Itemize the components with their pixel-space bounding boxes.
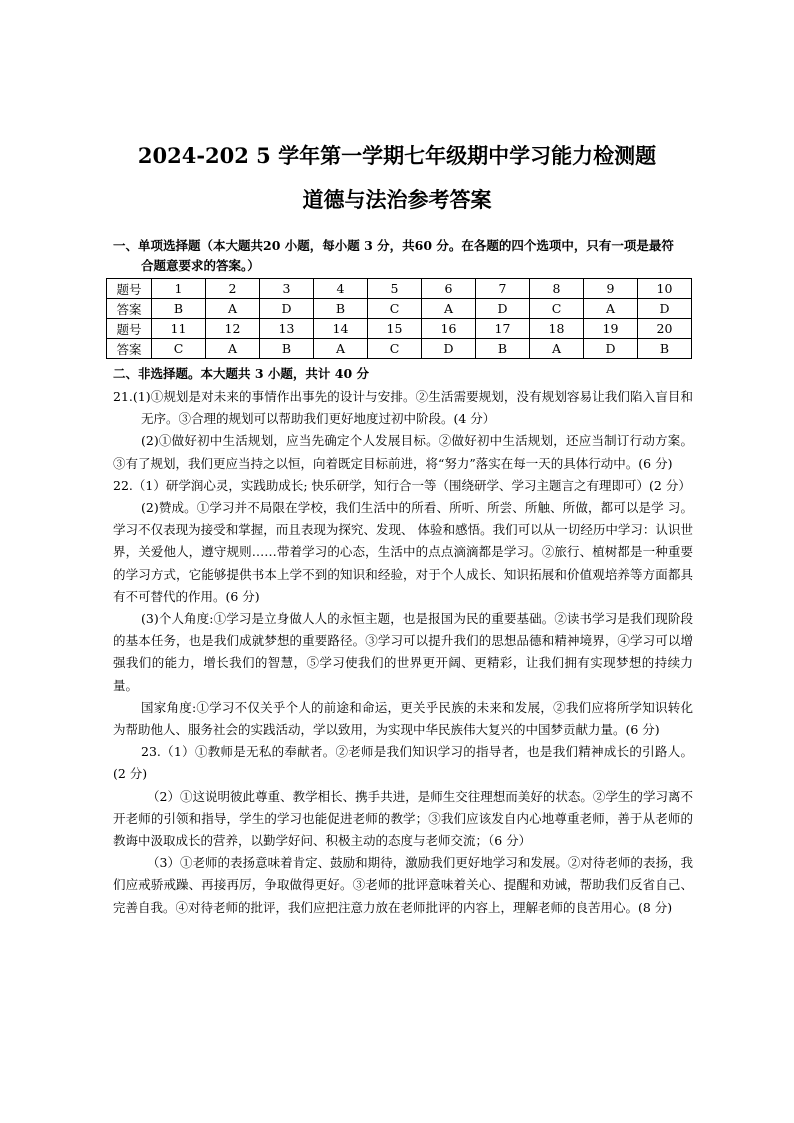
table-cell: A bbox=[422, 299, 476, 319]
table-cell: A bbox=[530, 339, 584, 359]
table-cell: 15 bbox=[368, 319, 422, 339]
table-cell: 3 bbox=[260, 279, 314, 299]
table-cell: D bbox=[476, 299, 530, 319]
page-title: 2024-202 5 学年第一学期七年级期中学习能力检测题 bbox=[137, 143, 657, 168]
section-1-continuation: 合题意要求的答案。） bbox=[141, 258, 260, 273]
table-cell: 6 bbox=[422, 279, 476, 299]
table-cell: D bbox=[422, 339, 476, 359]
table-cell: B bbox=[314, 299, 368, 319]
table-cell: 17 bbox=[476, 319, 530, 339]
table-cell: 18 bbox=[530, 319, 584, 339]
section-1-lead: 一、单项选择题（本大题共20 小题，每小题 3 分，共60 分。在各题的四个选项中，只有一项是最符 bbox=[113, 238, 674, 253]
answer-paragraph: （3）①老师的表扬意味着肯定、鼓励和期待，激励我们更好地学习和发展。②对待老师的表扬，我们应戒骄戒躁、再接再厉，争取做得更好。③老师的批评意味着关心、提醒和劝诫，帮助我们反省自己、完善自我。④对待老师的批评，我们应把注意力放在老师批评的内容上，理解老师的良苦用心。(8 分) bbox=[113, 855, 693, 915]
table-cell: B bbox=[638, 339, 692, 359]
answer-paragraph: (2)赞成。①学习并不局限在学校，我们生活中的所看、所听、所尝、所触、所做，都可以是学 习。学习不仅表现为接受和掌握，而且表现为探究、发现、 体验和感悟。我们可以从一切经历中学习：认识世界，关爱他人，遵守规则……带着学习的心态，生活中的点点滴滴都是学习。②旅行、植树都是一种重要的学习方式，它能够提供书本上学不到的知识和经验，对于个人成长、知识拓展和价值观培养等方面都具有不可替代的作用。(6 分) bbox=[113, 500, 693, 604]
table-row-label: 答案 bbox=[107, 299, 152, 319]
table-cell: C bbox=[152, 339, 206, 359]
answer-paragraph: (2)①做好初中生活规划，应当先确定个人发展目标。②做好初中生活规划，还应当制订行动方案。③有了规划，我们更应当持之以恒，向着既定目标前进，将“努力”落实在每一天的具体行动中。(6 分) bbox=[113, 433, 693, 471]
table-cell: D bbox=[260, 299, 314, 319]
table-cell: 13 bbox=[260, 319, 314, 339]
table-cell: D bbox=[638, 299, 692, 319]
page-subtitle: 道德与法治参考答案 bbox=[302, 187, 492, 212]
table-cell: A bbox=[584, 299, 638, 319]
table-row-label: 题号 bbox=[107, 319, 152, 339]
table-row-label: 题号 bbox=[107, 279, 152, 299]
table-row bbox=[107, 299, 692, 319]
answer-paragraph: 23.（1）①教师是无私的奉献者。②老师是我们知识学习的指导者，也是我们精神成长的引路人。(2 分) bbox=[113, 744, 693, 782]
answer-table bbox=[106, 278, 692, 359]
table-row bbox=[107, 319, 692, 339]
table-cell: 11 bbox=[152, 319, 206, 339]
section-2-heading: 二、非选择题。本大题共 3 小题，共计 40 分 bbox=[113, 366, 370, 381]
table-cell: 20 bbox=[638, 319, 692, 339]
table-cell: 12 bbox=[206, 319, 260, 339]
table-row bbox=[107, 279, 692, 299]
table-cell: A bbox=[206, 299, 260, 319]
table-cell: 2 bbox=[206, 279, 260, 299]
table-cell: 4 bbox=[314, 279, 368, 299]
answer-paragraph: 21.(1)①规划是对未来的事情作出事先的设计与安排。②生活需要规划，没有规划容易让我们陷入盲目和无序。③合理的规划可以帮助我们更好地度过初中阶段。(4 分） bbox=[113, 389, 693, 427]
table-cell: 1 bbox=[152, 279, 206, 299]
table-cell: A bbox=[314, 339, 368, 359]
table-cell: B bbox=[152, 299, 206, 319]
answer-paragraph: （2）①这说明彼此尊重、教学相长、携手共进，是师生交往理想而美好的状态。②学生的学习离不开老师的引领和指导，学生的学习也能促进老师的教学；③我们应该发自内心地尊重老师，善于从老师的教诲中汲取成长的营养，以勤学好问、积极主动的态度与老师交流；（6 分） bbox=[113, 788, 693, 849]
table-cell: 19 bbox=[584, 319, 638, 339]
table-cell: 7 bbox=[476, 279, 530, 299]
table-row-label: 答案 bbox=[107, 339, 152, 359]
table-cell: 5 bbox=[368, 279, 422, 299]
answers-body bbox=[113, 386, 693, 919]
table-cell: B bbox=[260, 339, 314, 359]
table-cell: 9 bbox=[584, 279, 638, 299]
table-cell: D bbox=[584, 339, 638, 359]
table-cell: C bbox=[530, 299, 584, 319]
answer-paragraph: (3)个人角度:①学习是立身做人人的永恒主题，也是报国为民的重要基础。②读书学习是我们现阶段的基本任务，也是我们成就梦想的重要路径。③学习可以提升我们的思想品德和精神境界，④学习可以增强我们的能力，增长我们的智慧，⑤学习使我们的世界更开阔、更精彩，让我们拥有实现梦想的持续力量。 bbox=[113, 611, 693, 693]
table-row bbox=[107, 339, 692, 359]
table-cell: C bbox=[368, 299, 422, 319]
table-cell: 14 bbox=[314, 319, 368, 339]
table-cell: 16 bbox=[422, 319, 476, 339]
table-cell: C bbox=[368, 339, 422, 359]
answer-paragraph: 国家角度:①学习不仅关乎个人的前途和命运，更关乎民族的未来和发展，②我们应将所学知识转化为帮助他人、服务社会的实践活动，学以致用，为实现中华民族伟大复兴的中国梦贡献力量。(6 分) bbox=[113, 699, 693, 738]
table-cell: 10 bbox=[638, 279, 692, 299]
table-cell: A bbox=[206, 339, 260, 359]
table-cell: 8 bbox=[530, 279, 584, 299]
answer-paragraph: 22.（1）研学润心灵，实践助成长; 快乐研学，知行合一等（围绕研学、学习主题言之有理即可）(2 分） bbox=[113, 477, 691, 493]
section-1-heading bbox=[113, 236, 703, 276]
table-cell: B bbox=[476, 339, 530, 359]
